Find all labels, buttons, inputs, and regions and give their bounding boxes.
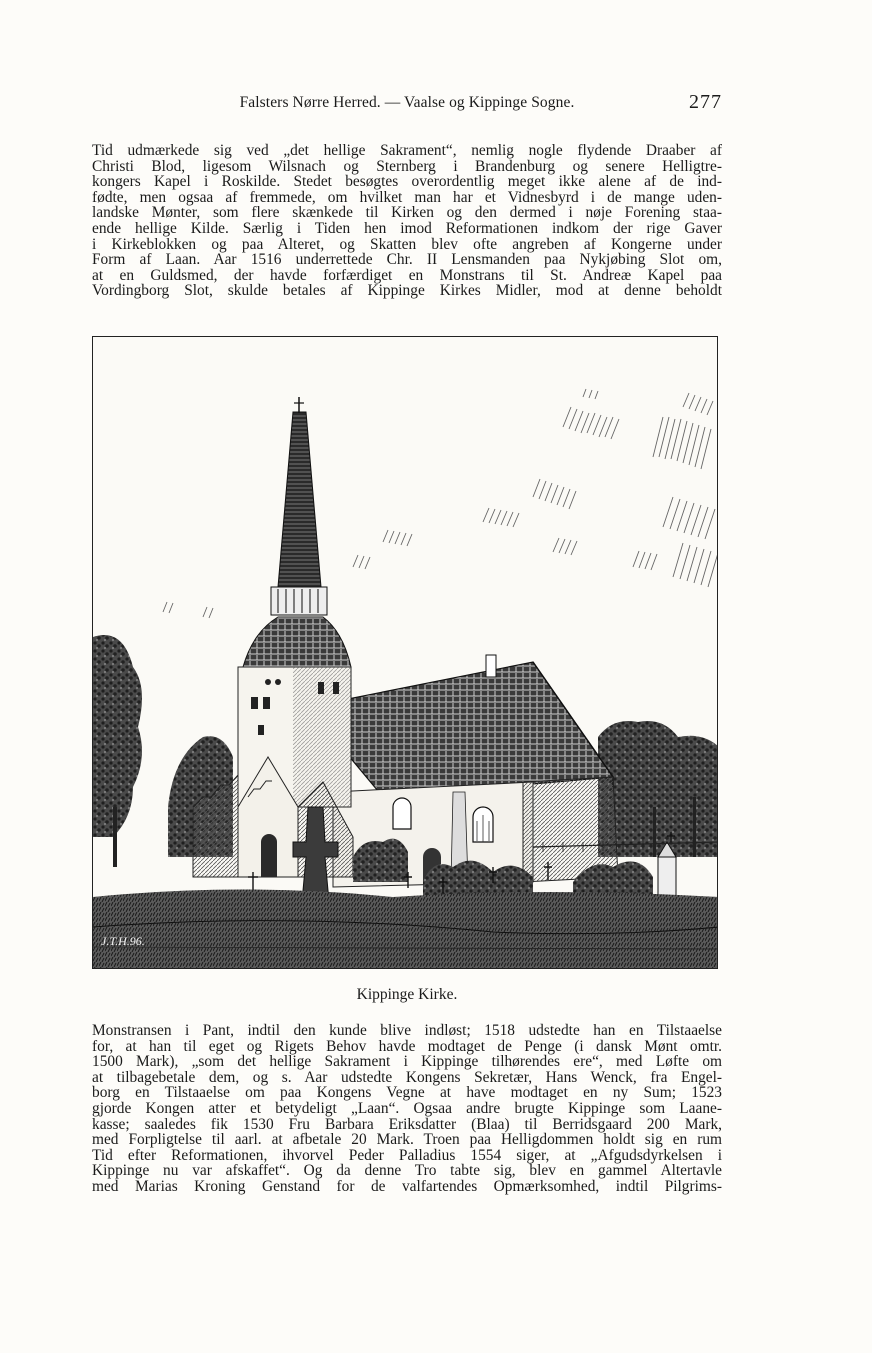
text-line: med Forpligtelse til aarl. at afbetale 20 Mark. Troen paa Helligdommen holdt sig en rum [92, 1131, 722, 1149]
paragraph-top [92, 143, 722, 299]
text-line: kasse; saaledes fik 1530 Fru Barbara Eriksdatter (Blaa) til Berridsgaard 200 Mark, [92, 1115, 722, 1133]
text-line: at en Guldsmed, der havde forfærdiget en Monstrans til St. Andreæ Kapel paa [92, 266, 722, 284]
text-line: med Marias Kroning Genstand for de valfartendes Opmærksomhed, indtil Pilgrims- [92, 1177, 722, 1195]
church-nave [308, 655, 618, 887]
text-line: landske Mønter, som flere skænkede til Kirken og den dermed i nøje Forening staa- [92, 204, 722, 222]
sky-clouds [163, 389, 718, 618]
text-line: 1500 Mark), „som det hellige Sakrament i Kippinge tilhørendes ere“, med Løfte om [92, 1053, 722, 1071]
ground [93, 890, 718, 970]
text-line: borg en Tilstaaelse om paa Kongens Vegne at have modtaget en ny Sum; 1523 [92, 1084, 722, 1102]
text-line: Tid efter Reformationen, ihvorvel Peder Palladius 1554 siger, at „Afgudsdyrkelsen i [92, 1146, 722, 1164]
paragraph-bottom [92, 1023, 722, 1195]
figure-caption: Kippinge Kirke. [356, 986, 458, 1003]
text-line: Monstransen i Pant, indtil den kunde blive indløst; 1518 udstedte han en Tilstaaelse [92, 1022, 722, 1039]
running-header [92, 91, 722, 116]
header-title: Falsters Nørre Herred. — Vaalse og Kippinge Sogne. [239, 94, 575, 111]
text-line: kongers Kapel i Roskilde. Stedet besøgtes overordentlig meget ikke alene af de ind- [92, 173, 722, 191]
text-line: gjorde Kongen atter et betydeligt „Laan“. Ogsaa andre brugte Kippinge som Laane- [92, 1099, 722, 1117]
church-tower [238, 397, 351, 807]
text-line: fødte, men ogsaa af fremmede, om hvilket man har et Vidnesbyrd i de mange uden- [92, 188, 722, 206]
text-line: Vordingborg Slot, skulde betales af Kippinge Kirkes Midler, mod at denne beholdt [92, 282, 722, 300]
artist-signature: J.T.H.96. [101, 934, 145, 948]
page-number: 277 [689, 91, 722, 113]
text-line: Kippinge nu var afskaffet“. Og da denne Tro tabte sig, blev en gammel Altertavle [92, 1162, 722, 1180]
text-line: for, at han til eget og Rigets Behov havde modtaget de Penge (i dansk Mønt omtr. [92, 1037, 722, 1055]
text-line: at tilbagebetale dem, og s. Aar udstedte Kongens Sekretær, Hans Wenck, fra Engel- [92, 1068, 722, 1086]
text-line: Christi Blod, ligesom Wilsnach og Sternberg i Brandenburg og senere Helligtre- [92, 157, 722, 175]
text-line: ende hellige Kilde. Særlig i Tiden hen imod Reformationen indkom der rige Gaver [92, 219, 722, 237]
text-line: i Kirkeblokken og paa Alteret, og Skatten blev ofte angreben af Kongerne under [92, 235, 722, 253]
text-line: Tid udmærkede sig ved „det hellige Sakrament“, nemlig nogle flydende Draaber af [92, 142, 722, 159]
church-illustration [93, 337, 718, 969]
church-engraving [92, 336, 718, 969]
left-tree [93, 635, 142, 867]
text-line: Form af Laan. Aar 1516 underrettede Chr. II Lensmanden paa Nykjøbing Slot om, [92, 251, 722, 269]
